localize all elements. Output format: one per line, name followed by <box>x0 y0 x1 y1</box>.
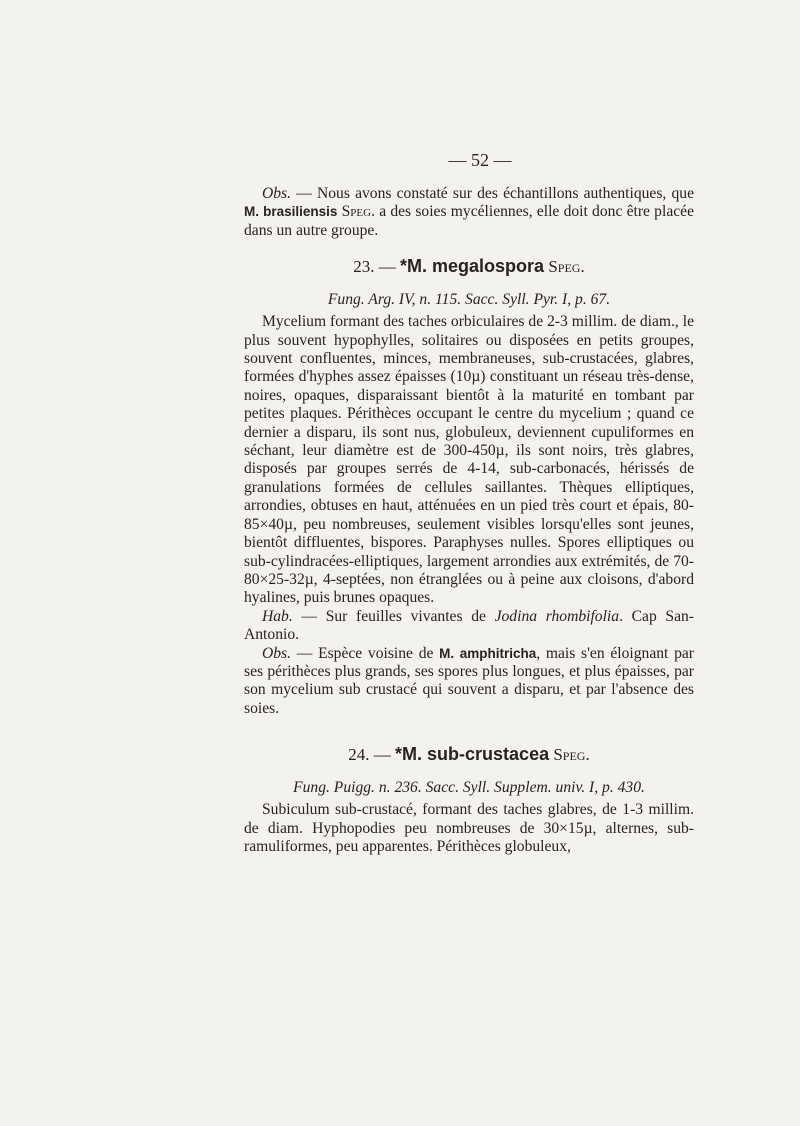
habitat-23 <box>244 608 694 645</box>
species-name-brasiliensis: M. brasiliensis <box>244 204 338 220</box>
host-plant: Jodina rhombifolia <box>494 607 620 625</box>
obs-paragraph-1 <box>244 185 694 240</box>
reference-24: Fung. Puigg. n. 236. Sacc. Syll. Supplem. univ. I, p. 430. <box>293 779 645 797</box>
hab-text-2: . Cap San-Antonio. <box>244 607 694 644</box>
species-name-megalospora: *M. megalospora <box>400 256 545 277</box>
obs-23-text-2: , mais s'en éloignant par ses périthèces plus grands, ses spores plus longues, et plus épaisses, par son mycelium sub crustacé qui souvent a disparu, et par l'absence des soies. <box>244 644 694 717</box>
page-number: — 52 — <box>448 150 512 170</box>
author-abbrev: Speg. <box>341 203 375 221</box>
reference-23: Fung. Arg. IV, n. 115. Sacc. Syll. Pyr. I, p. 67. <box>327 291 611 309</box>
species-number-24: 24. — <box>348 745 396 765</box>
species-number-23: 23. — <box>353 257 401 277</box>
species-name-sub-crustacea: *M. sub-crustacea <box>395 744 550 765</box>
obs-text-1: — Nous avons constaté sur des échantillons authentiques, que <box>291 185 694 202</box>
description-24: Subiculum sub-crustacé, formant des taches glabres, de 1-3 millim. de diam. Hyphopodies peu nombreuses de 30×15µ, alternes, sub-ramuliformes, peu apparentes. Périthèces globuleux, <box>244 801 694 855</box>
obs-label: Obs. <box>262 185 292 202</box>
obs-23-text-1: — Espèce voisine de <box>291 644 440 662</box>
description-23: Mycelium formant des taches orbiculaires de 2-3 millim. de diam., le plus souvent hypophylles, solitaires ou disposées en petits groupes, souvent confluentes, minces, membraneuses, sub-crustacées, glabres, formées d'hyphes assez épaisses (10µ) constituant un réseau très-dense, noires, opaques, disparaissant bientôt à la maturité en tombant par petites plaques. Périthèces occupant le centre du mycelium ; quand ce dernier a disparu, ils sont nus, globuleux, deviennent cupuliformes en séchant, leur diamètre est de 300-450µ, ils sont noirs, très glabres, disposés par groupes serrés de 4-14, sub-carbonacés, hérissés de granulations formées de cellules saillantes. Thèques elliptiques, arrondies, obtuses en haut, atténuées en un pied très court et épais, 80-85×40µ, peu nombreuses, seulement visibles lorsqu'elles sont jeunes, bientôt diffluentes, bispores. Paraphyses nulles. Spores elliptiques ou sub-cylindracées-elliptiques, largement arrondies aux extrémités, de 70-80×25-32µ, 4-septées, non étranglées ou à peine aux cloisons, d'abord hyalines, puis brunes opaques. <box>244 313 694 607</box>
species-author-23: Speg. <box>548 257 585 277</box>
species-name-amphitricha: M. amphitricha <box>439 645 537 661</box>
species-author-24: Speg. <box>553 745 590 765</box>
species-heading-24 <box>244 744 694 765</box>
hab-label: Hab. <box>262 607 293 625</box>
text-column <box>244 150 694 856</box>
species-heading-23 <box>244 256 694 277</box>
obs-text-2: a des soies mycéliennes, elle doit donc être placée dans un autre groupe. <box>244 203 694 239</box>
obs-label-23: Obs. <box>262 644 292 662</box>
obs-paragraph-23 <box>244 645 694 719</box>
hab-text-1: — Sur feuilles vivantes de <box>292 607 495 625</box>
